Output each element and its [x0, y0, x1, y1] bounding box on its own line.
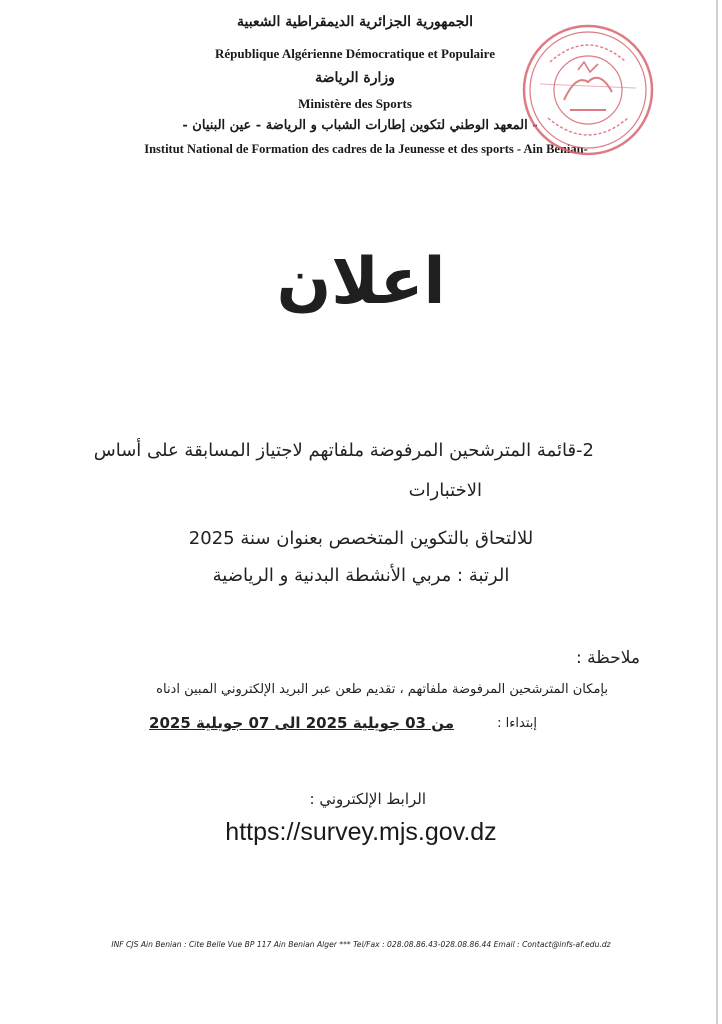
official-seal-icon [520, 22, 656, 158]
republic-french: République Algérienne Démocratique et Populaire [215, 46, 495, 61]
ministry-french: Ministère des Sports [298, 96, 412, 111]
page-edge-line [716, 0, 718, 1024]
rank-line: الرتبة : مربي الأنشطة البدنية و الرياضية [212, 565, 510, 586]
note-label: ملاحظة : [576, 648, 640, 668]
appeal-date-range: من 03 جويلية 2025 الى 07 جويلية 2025 [149, 714, 454, 732]
announcement-title: اعلان [276, 245, 446, 319]
republic-arabic: الجمهورية الجزائرية الديمقراطية الشعبية [236, 14, 473, 30]
note-date-prefix: إبتداءا : [497, 716, 537, 731]
institute-french: Institut National de Formation des cadres de la Jeunesse et des sports - Ain Benian- [144, 142, 588, 156]
survey-link[interactable]: https://survey.mjs.gov.dz [225, 818, 497, 846]
list-heading-line2: الاختبارات [408, 480, 482, 501]
training-year-line: للالتحاق بالتكوين المتخصص بعنوان سنة 2025 [188, 528, 534, 549]
link-label: الرابط الإلكتروني : [309, 790, 426, 808]
institute-arabic: - المعهد الوطني لتكوين إطارات الشباب و الرياضة - عين البنيان - [182, 118, 538, 133]
list-heading-line1: 2-قائمة المترشحين المرفوضة ملفاتهم لاجتياز المسابقة على أساس [93, 440, 594, 461]
ministry-arabic: وزارة الرياضة [315, 70, 395, 86]
footer-contact: INF CJS Ain Benian : Cite Belle Vue BP 117 Ain Benian Alger *** Tel/Fax : 028.08.86.43-028.08.86.44 Email : Contact@infs-af.edu.dz [111, 940, 611, 949]
note-text: بإمكان المترشحين المرفوضة ملفاتهم ، تقديم طعن عبر البريد الإلكتروني المبين ادناه [156, 682, 608, 697]
